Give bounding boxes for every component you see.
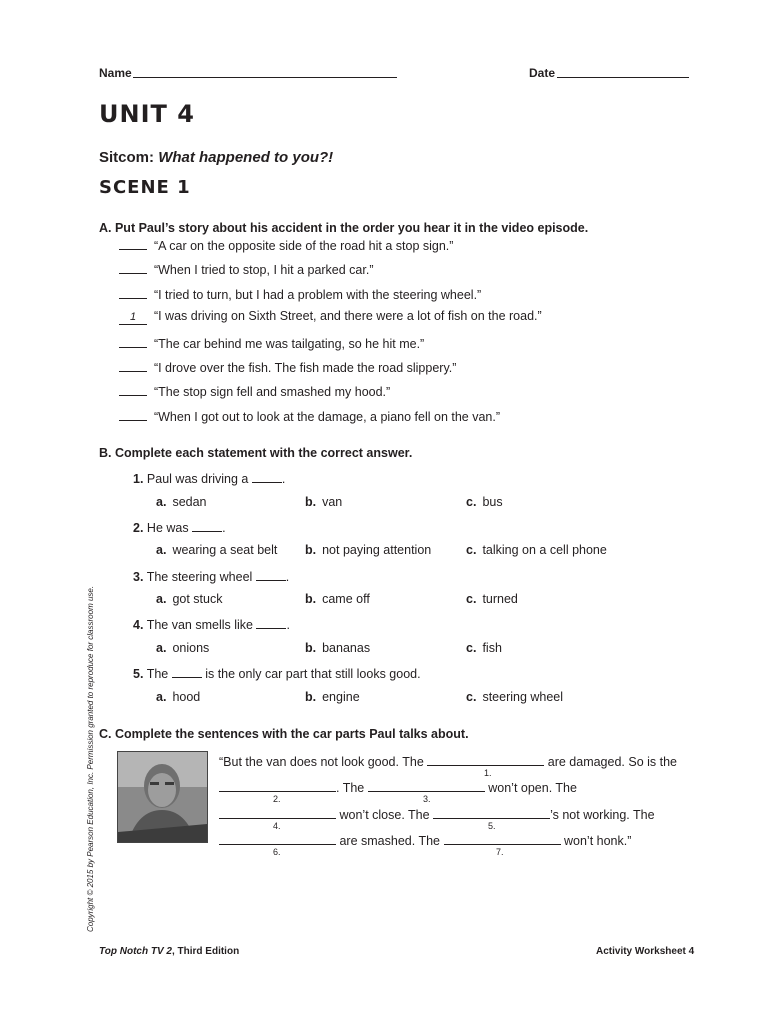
question-3: 3. The steering wheel .	[133, 570, 290, 584]
question-5: 5. The is the only car part that still looks good.	[133, 667, 421, 681]
scene-title: SCENE 1	[99, 177, 191, 198]
question-blank[interactable]	[192, 519, 222, 532]
blank-number: 6.	[273, 847, 281, 857]
sitcom-title: Sitcom: What happened to you?!	[99, 149, 334, 166]
section-a-list	[119, 236, 719, 431]
blank-number: 7.	[496, 847, 504, 857]
question-1: 1. Paul was driving a .	[133, 472, 286, 486]
option-c[interactable]: c. steering wheel	[466, 690, 564, 704]
list-item: 1 “I was driving on Sixth Street, and there were a lot of fish on the road.”	[119, 309, 719, 333]
name-label: Name	[99, 66, 132, 80]
option-a[interactable]: a. got stuck	[156, 592, 223, 606]
answer-blank[interactable]	[119, 382, 147, 396]
answer-blank[interactable]: 1	[119, 311, 147, 325]
section-c-heading: C. Complete the sentences with the car parts Paul talks about.	[99, 727, 469, 741]
option-b[interactable]: b. came off	[305, 592, 370, 606]
answer-blank[interactable]	[119, 236, 147, 250]
section-a-heading: A. Put Paul’s story about his accident in the order you hear it in the video episode.	[99, 221, 589, 235]
section-b-heading: B. Complete each statement with the correct answer.	[99, 446, 413, 460]
date-line[interactable]	[557, 77, 689, 78]
c-line-1: “But the van does not look good. The are damaged. So is the	[219, 755, 677, 769]
question-2: 2. He was .	[133, 521, 226, 535]
option-c[interactable]: c. talking on a cell phone	[466, 543, 607, 557]
option-a[interactable]: a. sedan	[156, 495, 207, 509]
option-b[interactable]: b. engine	[305, 690, 360, 704]
list-item: “The stop sign fell and smashed my hood.”	[119, 382, 719, 406]
part-blank-4[interactable]	[219, 806, 336, 819]
answer-blank[interactable]	[119, 260, 147, 274]
footer-worksheet-label: Activity Worksheet 4	[596, 946, 695, 957]
answer-blank[interactable]	[119, 358, 147, 372]
part-blank-1[interactable]	[427, 753, 544, 766]
c-line-2: . The won’t open. The	[219, 779, 577, 795]
question-4: 4. The van smells like .	[133, 618, 290, 632]
list-item: “The car behind me was tailgating, so he hit me.”	[119, 334, 719, 358]
date-label: Date	[529, 66, 556, 80]
part-blank-2[interactable]	[219, 779, 336, 792]
answer-blank[interactable]	[119, 334, 147, 348]
blank-number: 3.	[423, 794, 431, 804]
c-line-3: won’t close. The ’s not working. The	[219, 806, 655, 822]
list-item: “When I got out to look at the damage, a piano fell on the van.”	[119, 407, 719, 431]
person-photo-icon	[118, 752, 207, 842]
blank-number: 1.	[484, 768, 492, 778]
unit-title: UNIT 4	[99, 100, 195, 128]
blank-number: 5.	[488, 821, 496, 831]
option-a[interactable]: a. hood	[156, 690, 201, 704]
answer-blank[interactable]	[119, 407, 147, 421]
blank-number: 2.	[273, 794, 281, 804]
part-blank-6[interactable]	[219, 832, 336, 845]
option-b[interactable]: b. not paying attention	[305, 543, 432, 557]
list-item: “A car on the opposite side of the road hit a stop sign.”	[119, 236, 719, 260]
option-b[interactable]: b. van	[305, 495, 343, 509]
name-line[interactable]	[133, 77, 397, 78]
part-blank-7[interactable]	[444, 832, 561, 845]
copyright-notice: Copyright © 2015 by Pearson Education, Inc. Permission granted to reproduce for classroom use.	[86, 585, 95, 932]
paul-photo	[117, 751, 208, 843]
question-blank[interactable]	[252, 470, 282, 483]
answer-blank[interactable]	[119, 285, 147, 299]
question-blank[interactable]	[172, 665, 202, 678]
blank-number: 4.	[273, 821, 281, 831]
option-a[interactable]: a. onions	[156, 641, 210, 655]
option-a[interactable]: a. wearing a seat belt	[156, 543, 278, 557]
footer-book-title: Top Notch TV 2, Third Edition	[99, 946, 240, 957]
list-item: “I drove over the fish. The fish made the road slippery.”	[119, 358, 719, 382]
option-c[interactable]: c. turned	[466, 592, 518, 606]
part-blank-3[interactable]	[368, 779, 485, 792]
question-blank[interactable]	[256, 616, 286, 629]
option-c[interactable]: c. bus	[466, 495, 503, 509]
option-c[interactable]: c. fish	[466, 641, 502, 655]
list-item: “I tried to turn, but I had a problem with the steering wheel.”	[119, 285, 719, 309]
question-blank[interactable]	[256, 568, 286, 581]
option-b[interactable]: b. bananas	[305, 641, 371, 655]
c-line-4: are smashed. The won’t honk.”	[219, 832, 631, 848]
list-item: “When I tried to stop, I hit a parked car.”	[119, 260, 719, 284]
part-blank-5[interactable]	[433, 806, 550, 819]
